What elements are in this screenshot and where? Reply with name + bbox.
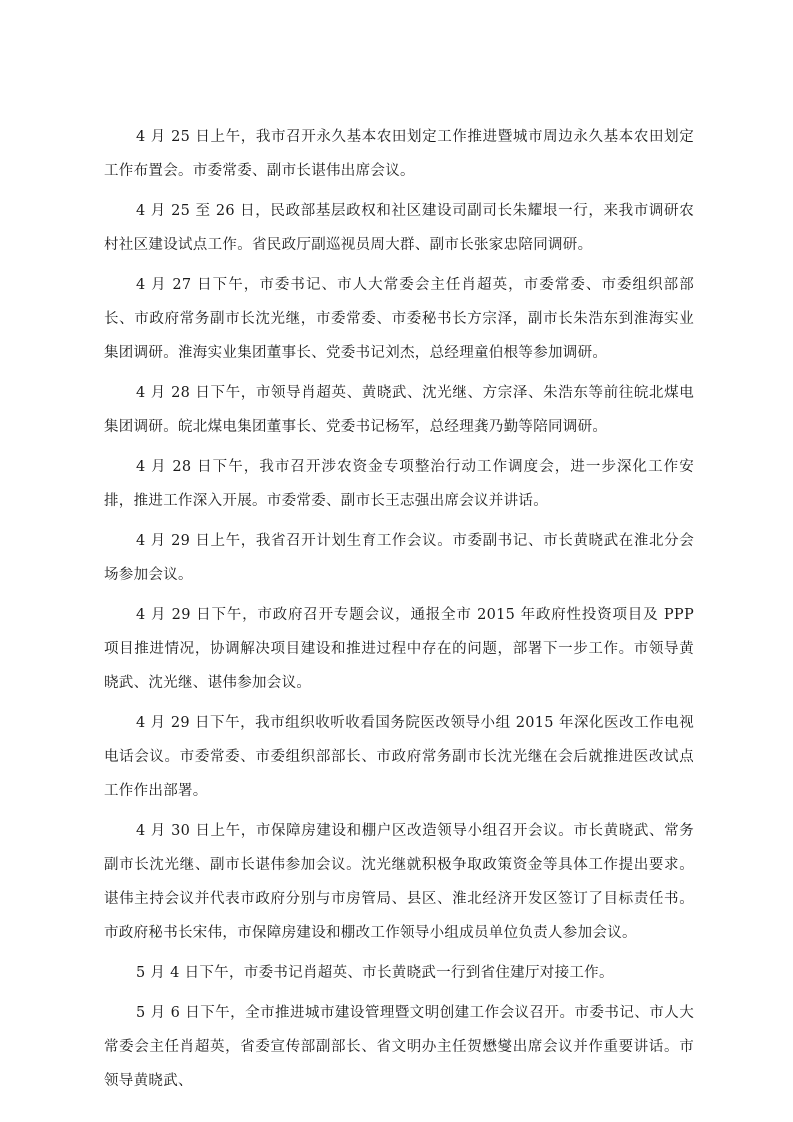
paragraph-3: 4 月 27 日下午，市委书记、市人大常委会主任肖超英，市委常委、市委组织部部长、市政府常务副市长沈光继，市委常委、市委秘书长方宗泽，副市长朱浩东到淮海实业集团调研。淮海实业集团董事长、党委书记刘杰，总经理童伯根等参加调研。 [104,277,694,361]
document-body [104,120,694,1104]
paragraph-6: 4 月 29 日上午，我省召开计划生育工作会议。市委副书记、市长黄晓武在淮北分会场参加会议。 [104,533,694,583]
paragraph-8: 4 月 29 日下午，我市组织收听收看国务院医改领导小组 2015 年深化医改工作电视电话会议。市委常委、市委组织部部长、市政府常务副市长沈光继在会后就推进医改试点工作作出部署。 [104,715,694,799]
paragraph-11: 5 月 6 日下午，全市推进城市建设管理暨文明创建工作会议召开。市委书记、市人大常委会主任肖超英，省委宣传部副部长、省文明办主任贺懋燮出席会议并作重要讲话。市领导黄晓武、 [104,1005,694,1089]
paragraph-10: 5 月 4 日下午，市委书记肖超英、市长黄晓武一行到省住建厅对接工作。 [136,965,614,981]
paragraph-2: 4 月 25 至 26 日，民政部基层政权和社区建设司副司长朱耀垠一行，来我市调研农村社区建设试点工作。省民政厅副巡视员周大群、副市长张家忠陪同调研。 [104,203,694,253]
paragraph-1: 4 月 25 日上午，我市召开永久基本农田划定工作推进暨城市周边永久基本农田划定工作布置会。市委常委、副市长谌伟出席会议。 [104,129,694,179]
paragraph-9: 4 月 30 日上午，市保障房建设和棚户区改造领导小组召开会议。市长黄晓武、常务副市长沈光继、副市长谌伟参加会议。沈光继就积极争取政策资金等具体工作提出要求。谌伟主持会议并代表市政府分别与市房管局、县区、淮北经济开发区签订了目标责任书。市政府秘书长宋伟，市保障房建设和棚改工作领导小组成员单位负责人参加会议。 [104,823,694,941]
paragraph-5: 4 月 28 日下午，我市召开涉农资金专项整治行动工作调度会，进一步深化工作安排，推进工作深入开展。市委常委、副市长王志强出席会议并讲话。 [104,459,694,509]
paragraph-4: 4 月 28 日下午，市领导肖超英、黄晓武、沈光继、方宗泽、朱浩东等前往皖北煤电集团调研。皖北煤电集团董事长、党委书记杨军，总经理龚乃勤等陪同调研。 [104,385,694,435]
paragraph-7: 4 月 29 日下午，市政府召开专题会议，通报全市 2015 年政府性投资项目及 PPP 项目推进情况，协调解决项目建设和推进过程中存在的问题，部署下一步工作。市领导黄晓武、沈光继、谌伟参加会议。 [104,607,694,691]
